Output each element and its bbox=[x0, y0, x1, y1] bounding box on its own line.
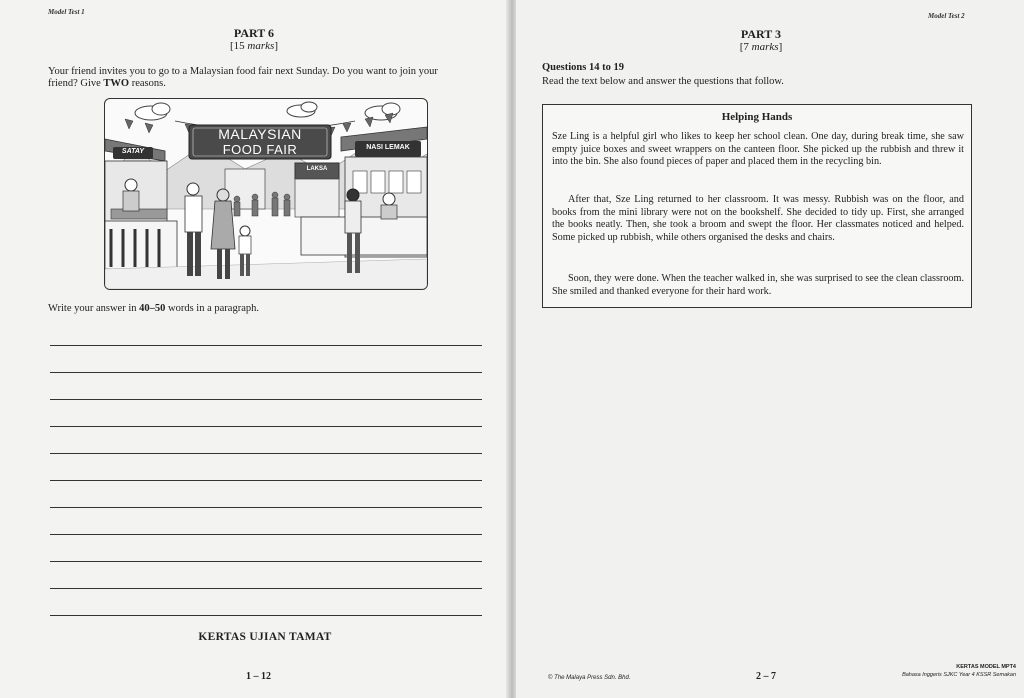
end-of-paper-title: KERTAS UJIAN TAMAT bbox=[198, 631, 332, 643]
reading-instruction: Read the text below and answer the questions that follow. bbox=[542, 76, 784, 87]
right-page-number: 2 – 7 bbox=[756, 671, 776, 682]
writing-line[interactable] bbox=[50, 426, 482, 427]
writing-instruction: Write your answer in 40–50 words in a paragraph. bbox=[48, 303, 259, 314]
questions-range-label: Questions 14 to 19 bbox=[542, 62, 624, 73]
writing-line[interactable] bbox=[50, 615, 482, 616]
left-page-number: 1 – 12 bbox=[246, 671, 271, 682]
paper-code: KERTAS MODEL MPT4 bbox=[956, 664, 1016, 670]
writing-line[interactable] bbox=[50, 399, 482, 400]
writing-line[interactable] bbox=[50, 534, 482, 535]
left-page-header: Model Test 1 bbox=[48, 8, 85, 16]
writing-line[interactable] bbox=[50, 507, 482, 508]
paper-subject: Bahasa Inggeris SJKC Year 4 KSSR Semakan bbox=[902, 672, 1016, 678]
writing-line[interactable] bbox=[50, 480, 482, 481]
stall-sign-laksa: LAKSA bbox=[306, 166, 328, 172]
food-fair-illustration bbox=[104, 98, 428, 290]
stall-sign-satay: SATAY bbox=[121, 148, 145, 155]
question-line-1: Your friend invites you to go to a Malaysian food fair next Sunday. Do you want to join your bbox=[48, 66, 438, 77]
question-line-2: friend? Give TWO reasons. bbox=[48, 78, 166, 89]
part-6-marks: [15 marks] bbox=[230, 40, 278, 52]
part-6-title: PART 6 bbox=[233, 26, 275, 40]
part-3-marks: [7 marks] bbox=[739, 41, 783, 53]
writing-line[interactable] bbox=[50, 588, 482, 589]
right-page-header: Model Test 2 bbox=[928, 12, 965, 20]
copyright-notice: © The Malaya Press Sdn. Bhd. bbox=[548, 675, 631, 681]
left-page bbox=[0, 0, 508, 698]
writing-line[interactable] bbox=[50, 345, 482, 346]
banner-food-fair: FOOD FAIR bbox=[222, 142, 298, 157]
passage-paragraph-3: Soon, they were done. When the teacher walked in, she was surprised to see the clean classroom. She smiled and thanked everyone for their hard work. bbox=[552, 273, 964, 297]
writing-line[interactable] bbox=[50, 372, 482, 373]
passage-paragraph-2: After that, Sze Ling returned to her classroom. It was messy. Rubbish was on the floor, and books from the mini library were not on the bookshelf. She decided to tidy up. First, she arranged the books neatly. Then, she took a broom and swept the floor. Her classmates noticed and helped. Some picked up rubbish, while others organised the desks and chairs. bbox=[552, 194, 964, 243]
writing-line[interactable] bbox=[50, 453, 482, 454]
banner-malaysian: MALAYSIAN bbox=[218, 126, 302, 142]
passage-title: Helping Hands bbox=[721, 111, 793, 123]
passage-paragraph-1: Sze Ling is a helpful girl who likes to keep her school clean. One day, during break time, she saw empty juice boxes and sweet wrappers on the canteen floor. She picked up the rubbish and threw it into the bin. She also found pieces of paper and placed them in the recycling bin. bbox=[552, 131, 964, 168]
part-3-title: PART 3 bbox=[740, 27, 782, 41]
passage-box bbox=[542, 104, 972, 308]
writing-line[interactable] bbox=[50, 561, 482, 562]
stall-sign-nasi-lemak: NASI LEMAK bbox=[366, 144, 410, 151]
